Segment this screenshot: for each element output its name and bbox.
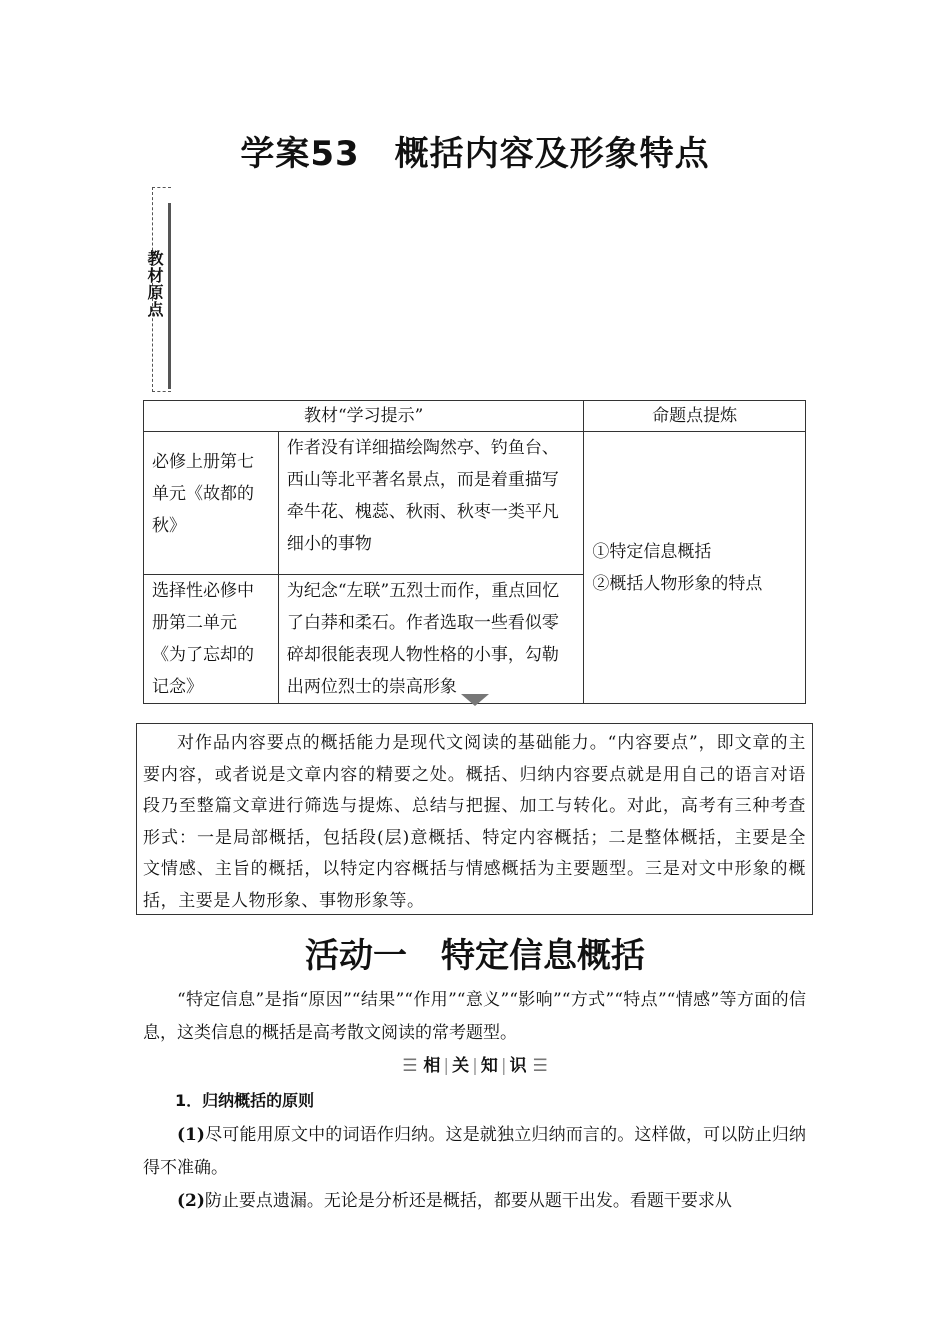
arrow-down-icon: [461, 694, 489, 706]
table-header-row: [144, 401, 806, 432]
principles-section: [143, 1084, 806, 1218]
banner-char: 相: [423, 1056, 441, 1076]
principle-item: [143, 1119, 806, 1185]
intro-box: [136, 723, 813, 915]
intro-text: 对作品内容要点的概括能力是现代文阅读的基础能力。“内容要点”，即文章的主要内容，或者说是文章内容的精要之处。概括、归纳内容要点就是用自己的语言对语段乃至整篇文章进行筛选与提炼、总结与把握、加工与转化。对此，高考有三种考查形式：一是局部概括，包括段(层)意概括、特定内容概括；二是整体概括，主要是全文情感、主旨的概括，以特定内容概括与情感概括为主要题型。三是对文中形象的概括，主要是人物形象、事物形象等。: [143, 733, 806, 911]
table-header-points: 命题点提炼: [584, 401, 806, 432]
page-title: 学案53 概括内容及形象特点: [240, 134, 710, 174]
principle-item: [143, 1185, 806, 1218]
table-points-cell: [584, 432, 806, 704]
table-source-cell: 选择性必修中册第二单元《为了忘却的记念》: [144, 575, 279, 704]
point-item: ②概括人物形象的特点: [592, 573, 763, 594]
side-tab-label: 教材原点: [145, 250, 164, 318]
knowledge-banner: ☰ 相 | 关 | 知 | 识 ☰: [402, 1056, 548, 1076]
point-item: ①特定信息概括: [592, 541, 712, 562]
banner-deco-icon: ☰: [402, 1056, 418, 1076]
banner-char: 关: [452, 1056, 470, 1076]
principle-text: 防止要点遗漏。无论是分析还是概括，都要从题干出发。看题干要求从: [204, 1191, 732, 1211]
principle-text: 尽可能用原文中的词语作归纳。这是就独立归纳而言的。这样做，可以防止归纳得不准确。: [143, 1125, 806, 1178]
table-header-hints: 教材“学习提示”: [144, 401, 584, 432]
banner-deco-icon: ☰: [532, 1056, 548, 1076]
side-tab-bar: [168, 203, 171, 389]
banner-char: 知: [480, 1056, 498, 1076]
table-hint-cell: 作者没有详细描绘陶然亭、钓鱼台、西山等北平著名景点，而是着重描写牵牛花、槐蕊、秋雨、秋枣一类平凡细小的事物: [278, 432, 584, 575]
activity-desc-text: “特定信息”是指“原因”“结果”“作用”“意义”“影响”“方式”“特点”“情感”等方面的信息，这类信息的概括是高考散文阅读的常考题型。: [143, 990, 806, 1043]
activity-title: 活动一 特定信息概括: [305, 936, 645, 976]
banner-char: 识: [509, 1056, 527, 1076]
textbook-table: [143, 400, 806, 704]
table-row: [144, 432, 806, 575]
activity-description: [143, 984, 806, 1050]
principles-heading: 1．归纳概括的原则: [175, 1091, 315, 1110]
table-source-cell: 必修上册第七单元《故都的秋》: [144, 432, 279, 575]
table-hint-cell: 为纪念“左联”五烈士而作，重点回忆了白莽和柔石。作者选取一些看似零碎却很能表现人物性格的小事，勾勒出两位烈士的崇高形象: [278, 575, 584, 704]
principle-label: (1): [177, 1125, 205, 1145]
principle-label: (2): [177, 1191, 205, 1211]
